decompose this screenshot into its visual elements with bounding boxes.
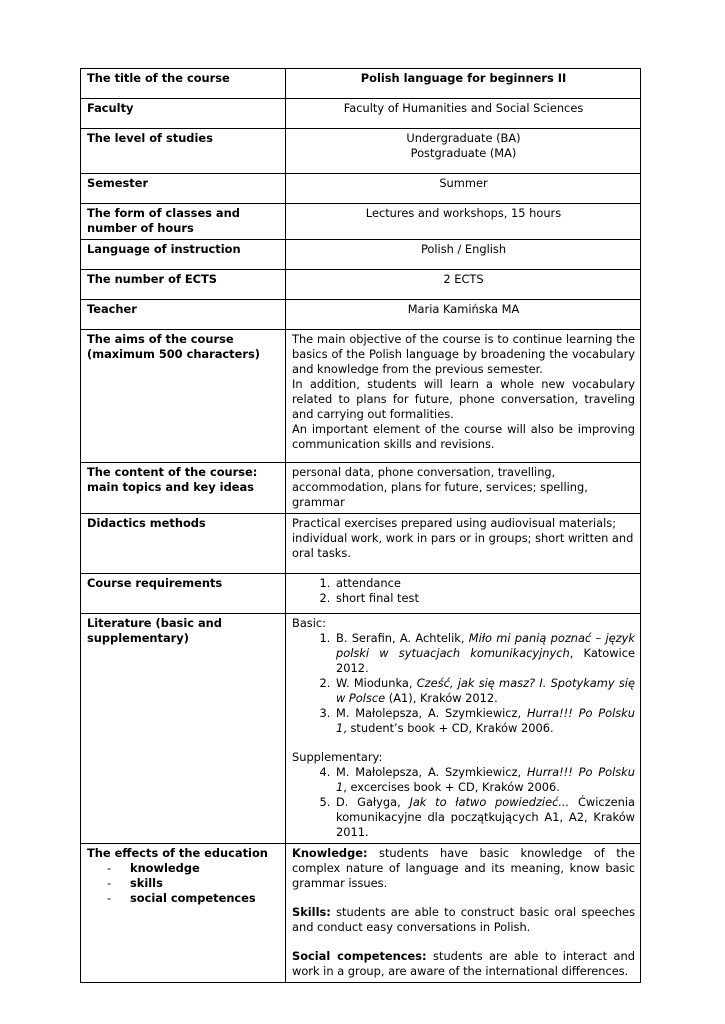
effect-knowledge-label: Knowledge: [292,846,368,860]
value-teacher: Maria Kamińska MA [286,300,641,330]
effect-social-text: students are able to interact and work in a group, are aware of the international differences. [292,949,635,978]
book-title: Jak to łatwo powiedzieć... [409,795,570,809]
value-language: Polish / English [286,240,641,270]
aims-paragraph-1: The main objective of the course is to continue learning the basics of the Polish language by broadening the vocabulary and knowledge from the previous semester. [292,332,635,376]
list-item [334,765,635,795]
book-title: Hurra!!! Po Polsku 1 [336,765,635,794]
book-details: , excercises book + CD, Kraków 2006. [343,780,560,794]
value-ects: 2 ECTS [286,270,641,300]
value-semester: Summer [286,174,641,204]
supplementary-literature-list [292,765,635,840]
effect-skills [292,905,635,935]
label-title: The title of the course [81,69,286,99]
value-didactics: Practical exercises prepared using audiovisual materials; individual work, work in pars or in groups; short written and oral tasks. [286,514,641,574]
book-authors: W. Miodunka, [336,676,417,690]
effects-heading: The effects of the education [87,846,268,860]
effect-social [292,949,635,979]
book-details: Ćwiczenia komunikacyjne dla początkujących A1, A2, Kraków 2011. [336,795,635,839]
label-requirements: Course requirements [81,574,286,614]
list-item: - social competences [107,891,280,906]
literature-basic-heading: Basic: [292,616,326,630]
row-title [81,69,641,99]
value-effects [286,844,641,983]
value-title: Polish language for beginners II [286,69,641,99]
row-ects [81,270,641,300]
literature-supplementary-heading: Supplementary: [292,750,383,764]
list-item: - knowledge [107,861,280,876]
book-authors: B. Serafin, A. Achtelik, [336,631,469,645]
list-item: - skills [107,876,280,891]
label-content: The content of the course: main topics and key ideas [81,463,286,514]
aims-paragraph-2: In addition, students will learn a whole new vocabulary related to plans for future, phone conversation, traveling and carrying out formalities. [292,377,635,421]
list-item [334,676,635,706]
row-effects [81,844,641,983]
level-undergraduate: Undergraduate (BA) [406,131,521,145]
label-teacher: Teacher [81,300,286,330]
value-aims [286,330,641,463]
book-authors: M. Małolepsza, A. Szymkiewicz, [336,706,527,720]
label-ects: The number of ECTS [81,270,286,300]
label-form: The form of classes and number of hours [81,204,286,240]
row-aims [81,330,641,463]
row-didactics [81,514,641,574]
row-requirements [81,574,641,614]
value-literature [286,614,641,844]
value-requirements [286,574,641,614]
effect-social-label: Social competences: [292,949,427,963]
label-faculty: Faculty [81,99,286,129]
label-level: The level of studies [81,129,286,174]
book-title: Hurra!!! Po Polsku 1 [336,706,635,735]
list-item [334,795,635,840]
row-form [81,204,641,240]
course-table [80,68,641,983]
effects-list [87,861,280,906]
spacer [292,891,635,905]
label-effects [81,844,286,983]
row-content [81,463,641,514]
book-authors: D. Gałyga, [336,795,410,809]
book-details: , student’s book + CD, Kraków 2006. [343,721,554,735]
value-faculty: Faculty of Humanities and Social Sciences [286,99,641,129]
row-level [81,129,641,174]
aims-paragraph-3: An important element of the course will also be improving communication skills and revisions. [292,422,635,451]
row-semester [81,174,641,204]
requirements-list [292,576,635,606]
spacer [292,736,635,750]
label-aims: The aims of the course (maximum 500 characters) [81,330,286,463]
label-literature: Literature (basic and supplementary) [81,614,286,844]
label-semester: Semester [81,174,286,204]
value-level [286,129,641,174]
spacer [292,935,635,949]
effect-skills-text: students are able to construct basic oral speeches and conduct easy conversations in Polish. [292,905,635,934]
book-details: (A1), Kraków 2012. [385,691,498,705]
list-item: 1. attendance [334,576,635,591]
row-teacher [81,300,641,330]
row-faculty [81,99,641,129]
row-literature [81,614,641,844]
value-form: Lectures and workshops, 15 hours [286,204,641,240]
book-title: Cześć, jak się masz? I. Spotykamy się w Polsce [336,676,635,705]
book-details: , Katowice 2012. [336,646,635,675]
level-postgraduate: Postgraduate (MA) [410,146,517,160]
basic-literature-list [292,631,635,736]
row-language [81,240,641,270]
effect-knowledge-text: students have basic knowledge of the complex nature of language and its meaning, know basic grammar issues. [292,846,635,890]
effect-knowledge [292,846,635,891]
list-item: 2. short final test [334,591,635,606]
book-title: Miło mi panią poznać – język polski w sytuacjach komunikacyjnych [336,631,635,660]
label-didactics: Didactics methods [81,514,286,574]
value-content: personal data, phone conversation, travelling, accommodation, plans for future, services; spelling, grammar [286,463,641,514]
book-authors: M. Małolepsza, A. Szymkiewicz, [336,765,527,779]
label-language: Language of instruction [81,240,286,270]
effect-skills-label: Skills: [292,905,331,919]
list-item [334,631,635,676]
list-item [334,706,635,736]
